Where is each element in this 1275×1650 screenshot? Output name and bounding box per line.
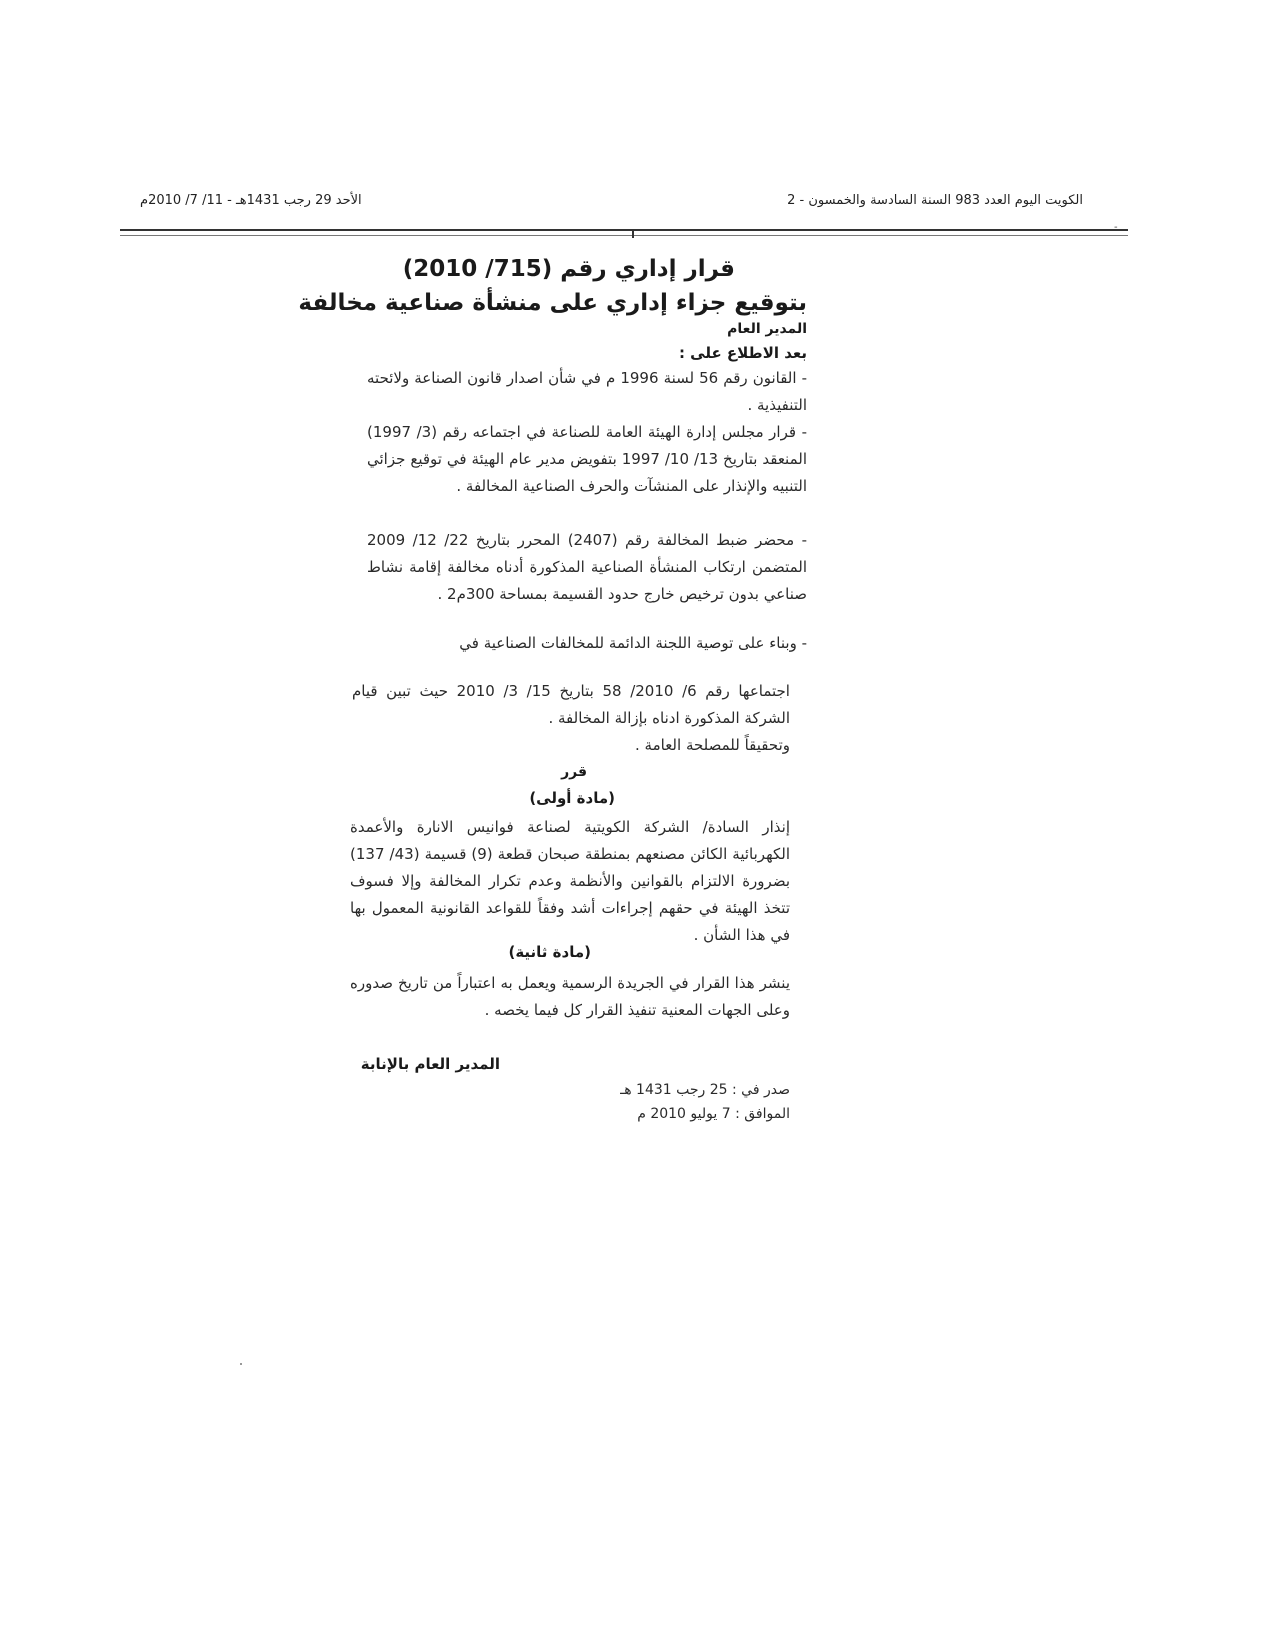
recital-board-decision: - قرار مجلس إدارة الهيئة العامة للصناعة في اجتماعه رقم (3/ 1997) المنعقد بتاريخ 13/ 10/ 1997 بتفويض مدير عام الهيئة في توقيع جزائي التنبيه والإنذار على المنشآت والحرف الصناعية المخالفة .	[367, 423, 807, 495]
recital-law: - القانون رقم 56 لسنة 1996 م في شأن اصدار قانون الصناعة ولائحته التنفيذية .	[367, 369, 808, 414]
scan-mark: -	[1114, 222, 1118, 233]
issuer-heading: المدير العام	[727, 321, 807, 337]
header-rule	[120, 229, 1128, 231]
decision-title: قرار إداري رقم (715/ 2010)	[402, 256, 735, 282]
recital-committee: - وبناء على توصية اللجنة الدائمة للمخالفات الصناعية في	[459, 634, 807, 652]
article-two-heading: (مادة ثانية)	[508, 943, 591, 961]
header-date: الأحد 29 رجب 1431هـ - 11/ 7/ 2010م	[140, 193, 362, 208]
article-one-heading: (مادة أولى)	[529, 789, 615, 807]
header-rule-mark	[632, 231, 634, 238]
preamble-heading: بعد الاطلاع على :	[678, 344, 807, 362]
signatory: المدير العام بالإنابة	[360, 1055, 500, 1073]
header-rule-thin	[120, 235, 1128, 236]
issue-date-gregorian: الموافق : 7 يوليو 2010 م	[637, 1106, 790, 1122]
recital-public-interest: وتحقيقاً للمصلحة العامة .	[635, 736, 790, 754]
recital-violation-report: - محضر ضبط المخالفة رقم (2407) المحرر بتاريخ 22/ 12/ 2009 المتضمن ارتكاب المنشأة الصناعية المذكورة أدناه مخالفة إقامة نشاط صناعي بدون ترخيص خارج حدود القسيمة بمساحة 300م2 .	[367, 531, 807, 603]
recital-committee-continued: اجتماعها رقم 6/ 2010/ 58 بتاريخ 15/ 3/ 2010 حيث تبين قيام الشركة المذكورة ادناه بإزالة المخالفة .	[352, 682, 790, 727]
header-issue-info: الكويت اليوم العدد 983 السنة السادسة والخمسون - 2	[787, 193, 1083, 208]
article-two-text: ينشر هذا القرار في الجريدة الرسمية ويعمل به اعتباراً من تاريخ صدوره وعلى الجهات المعنية تنفيذ القرار كل فيما يخصه .	[350, 974, 790, 1019]
scan-speck	[240, 1363, 242, 1365]
decided-heading: قرر	[561, 764, 587, 780]
issue-date-hijri: صدر في : 25 رجب 1431 هـ	[620, 1082, 790, 1098]
article-one-text: إنذار السادة/ الشركة الكويتية لصناعة فوانيس الانارة والأعمدة الكهربائية الكائن مصنعهم بمنطقة صبحان قطعة (9) قسيمة (43/ 137) بضرورة الالتزام بالقوانين والأنظمة وعدم تكرار المخالفة وإلا فسوف تتخذ الهيئة في حقهم إجراءات أشد وفقاً للقواعد القانونية المعمول بها في هذا الشأن .	[350, 818, 790, 944]
decision-subject: بتوقيع جزاء إداري على منشأة صناعية مخالفة	[298, 290, 807, 316]
